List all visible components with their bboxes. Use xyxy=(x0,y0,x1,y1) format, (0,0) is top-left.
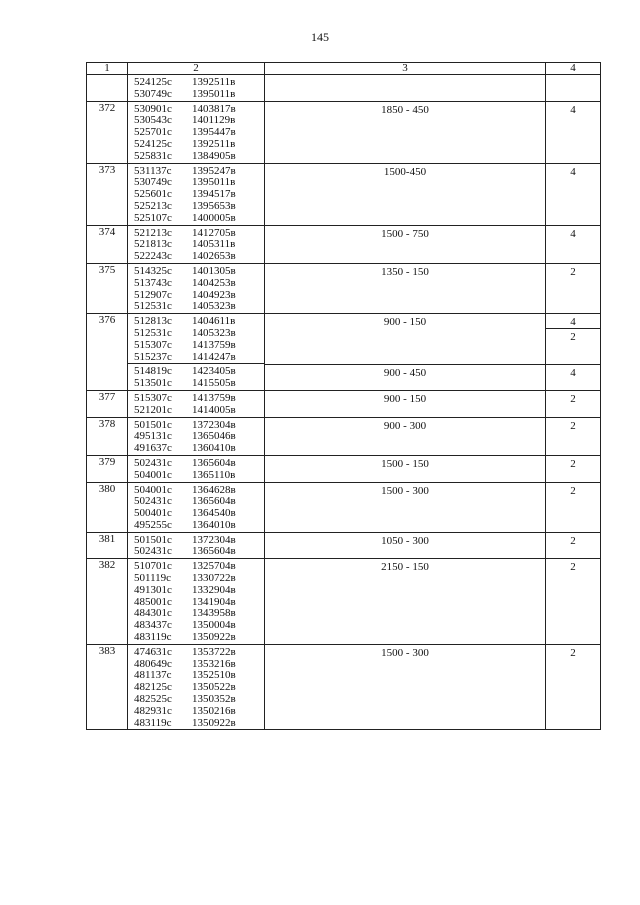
depth-range-text: 1350 - 150 xyxy=(381,265,429,278)
latitude-value: 512531с xyxy=(134,300,172,313)
longitude-value: 1343958в xyxy=(192,607,236,620)
coordinate-pair xyxy=(128,151,264,163)
coordinate-pair xyxy=(128,213,264,225)
coordinate-pair xyxy=(128,201,264,213)
table-row xyxy=(87,455,601,482)
longitude-value: 1395447в xyxy=(192,126,236,139)
depth-range xyxy=(265,75,546,102)
latitude-value: 504001с xyxy=(134,483,172,496)
section-number xyxy=(87,390,128,417)
coordinates-cell xyxy=(128,101,265,163)
longitude-value: 1365604в xyxy=(192,545,236,558)
longitude-value: 1332904в xyxy=(192,583,236,596)
longitude-value: 1392511в xyxy=(192,137,236,150)
latitude-value: 512907с xyxy=(134,288,172,301)
latitude-value: 530749с xyxy=(134,176,172,189)
section-number xyxy=(87,559,128,645)
longitude-value: 1400005в xyxy=(192,211,236,224)
table-row xyxy=(87,644,601,730)
depth-range xyxy=(265,644,546,730)
longitude-value: 1365046в xyxy=(192,430,236,443)
depth-range-text: 1500 - 300 xyxy=(381,646,429,659)
count-cell xyxy=(546,75,601,102)
depth-range-text: 1500-450 xyxy=(383,165,427,178)
latitude-value: 525601с xyxy=(134,188,172,201)
coordinate-list xyxy=(128,533,264,559)
coordinate-pair xyxy=(128,352,264,364)
latitude-value: 515307с xyxy=(134,391,172,404)
coordinate-pair xyxy=(128,632,264,644)
latitude-value: 501119с xyxy=(134,572,172,585)
latitude-value: 525701с xyxy=(134,126,172,139)
count-cell xyxy=(546,644,601,730)
latitude-value: 484301с xyxy=(134,607,172,620)
coordinate-list xyxy=(128,391,264,417)
longitude-value: 1402653в xyxy=(192,250,236,263)
latitude-value: 525107с xyxy=(134,211,172,224)
latitude-value: 482931с xyxy=(134,704,172,717)
depth-range xyxy=(265,225,546,263)
coordinate-pair xyxy=(128,393,264,405)
table-row xyxy=(87,75,601,102)
count-cell-text: 4 xyxy=(570,165,576,178)
depth-range-text: 1500 - 750 xyxy=(381,227,429,240)
coordinate-list xyxy=(128,363,264,390)
coordinate-list xyxy=(128,645,264,730)
count-cell xyxy=(546,314,601,365)
count-cell-text: 4 xyxy=(570,103,576,116)
longitude-value: 1392511в xyxy=(192,76,236,88)
latitude-value: 491301с xyxy=(134,583,172,596)
longitude-value: 1395653в xyxy=(192,199,236,212)
latitude-value: 530901с xyxy=(134,102,172,115)
longitude-value: 1360410в xyxy=(192,442,236,455)
latitude-value: 522243с xyxy=(134,250,172,263)
longitude-value: 1395247в xyxy=(192,164,236,177)
depth-range xyxy=(265,101,546,163)
table-row xyxy=(87,482,601,532)
latitude-value: 474631с xyxy=(134,645,172,658)
count-cell-text: 2 xyxy=(570,419,576,432)
latitude-value: 480649с xyxy=(134,657,172,670)
count-cell xyxy=(546,263,601,313)
coordinates-table xyxy=(86,62,601,730)
depth-range xyxy=(265,163,546,225)
depth-range-text: 900 - 150 xyxy=(383,316,427,329)
depth-range xyxy=(265,417,546,455)
longitude-value: 1330722в xyxy=(192,572,236,585)
longitude-value: 1414247в xyxy=(192,350,236,363)
section-number xyxy=(87,455,128,482)
depth-range xyxy=(265,559,546,645)
count-cell xyxy=(546,390,601,417)
latitude-value: 483119с xyxy=(134,716,172,729)
count-cell xyxy=(546,163,601,225)
longitude-value: 1423405в xyxy=(192,365,236,378)
table-row xyxy=(87,532,601,559)
count-cell xyxy=(546,559,601,645)
latitude-value: 531137с xyxy=(134,164,172,177)
coordinate-pair xyxy=(128,340,264,352)
coordinate-list xyxy=(128,483,264,532)
latitude-value: 530749с xyxy=(134,87,172,100)
latitude-value: 495255с xyxy=(134,518,172,531)
longitude-value: 1404253в xyxy=(192,276,236,289)
longitude-value: 1325704в xyxy=(192,560,236,573)
count-cell xyxy=(546,225,601,263)
longitude-value: 1401129в xyxy=(192,114,236,127)
section-number xyxy=(87,314,128,391)
longitude-value: 1403817в xyxy=(192,102,236,115)
coordinate-pair xyxy=(128,89,264,101)
longitude-value: 1364540в xyxy=(192,507,236,520)
section-number xyxy=(87,163,128,225)
coordinates-cell xyxy=(128,559,265,645)
latitude-value: 502431с xyxy=(134,495,172,508)
latitude-value: 514325с xyxy=(134,264,172,277)
longitude-value: 1405323в xyxy=(192,300,236,313)
coordinate-pair xyxy=(128,718,264,730)
latitude-value: 500401с xyxy=(134,507,172,520)
longitude-value: 1350922в xyxy=(192,631,236,644)
count-cell-text: 2 xyxy=(570,646,576,659)
depth-range-text xyxy=(265,75,545,77)
section-number-text: 380 xyxy=(98,482,116,495)
longitude-value: 1405323в xyxy=(192,326,236,339)
table-row xyxy=(87,101,601,163)
latitude-value: 513501с xyxy=(134,377,172,390)
longitude-value: 1350522в xyxy=(192,681,236,694)
depth-range xyxy=(265,482,546,532)
coordinates-cell xyxy=(128,163,265,225)
section-number xyxy=(87,263,128,313)
latitude-value: 514819с xyxy=(134,365,172,378)
count-cell xyxy=(546,532,601,559)
latitude-value: 525213с xyxy=(134,199,172,212)
longitude-value: 1350922в xyxy=(192,716,236,729)
section-number-text: 375 xyxy=(98,263,116,276)
coordinate-list xyxy=(128,75,264,101)
coordinates-cell xyxy=(128,390,265,417)
latitude-value: 515307с xyxy=(134,338,172,351)
section-number xyxy=(87,417,128,455)
section-number-text: 378 xyxy=(98,417,116,430)
latitude-value: 521201с xyxy=(134,403,172,416)
latitude-value: 482125с xyxy=(134,681,172,694)
coordinate-pair xyxy=(128,139,264,151)
table-row xyxy=(87,559,601,645)
longitude-value: 1404923в xyxy=(192,288,236,301)
coordinate-list xyxy=(128,559,264,644)
table-row xyxy=(87,314,601,365)
depth-range-text: 2150 - 150 xyxy=(381,561,429,574)
count-cell-text xyxy=(546,75,600,77)
count-cell xyxy=(546,101,601,163)
section-number xyxy=(87,101,128,163)
coordinate-pair xyxy=(128,546,264,558)
count-text: 2 xyxy=(546,328,600,343)
coordinate-pair xyxy=(128,470,264,482)
coordinates-cell xyxy=(128,417,265,455)
coordinate-pair xyxy=(128,251,264,263)
table-row xyxy=(87,390,601,417)
page-number: 145 xyxy=(311,30,329,44)
coordinates-cell xyxy=(128,482,265,532)
depth-range xyxy=(265,263,546,313)
longitude-value: 1414005в xyxy=(192,403,236,416)
latitude-value: 481137с xyxy=(134,669,172,682)
latitude-value: 501501с xyxy=(134,533,172,546)
table-row xyxy=(87,225,601,263)
latitude-value: 515237с xyxy=(134,350,172,363)
header-col-2: 2 xyxy=(128,63,265,75)
coordinate-pair xyxy=(128,706,264,718)
latitude-value: 483437с xyxy=(134,619,172,632)
latitude-value: 485001с xyxy=(134,595,172,608)
longitude-value: 1352510в xyxy=(192,669,236,682)
coordinate-pair xyxy=(128,443,264,455)
count-cell-text: 2 xyxy=(570,392,576,405)
section-number-text: 383 xyxy=(98,644,116,657)
table-header-row xyxy=(87,63,601,75)
section-number-text: 379 xyxy=(98,455,116,468)
section-number-text: 373 xyxy=(98,163,116,176)
coordinate-pair xyxy=(128,378,264,390)
latitude-value: 491637с xyxy=(134,442,172,455)
count-cell-text: 2 xyxy=(570,561,576,574)
coordinates-cell xyxy=(128,644,265,730)
latitude-value: 504001с xyxy=(134,468,172,481)
latitude-value: 513743с xyxy=(134,276,172,289)
latitude-value: 512813с xyxy=(134,315,172,328)
longitude-value: 1350004в xyxy=(192,619,236,632)
table-row xyxy=(87,163,601,225)
depth-range xyxy=(265,365,546,391)
coordinate-pair xyxy=(128,328,264,340)
latitude-value: 525831с xyxy=(134,149,172,162)
coordinate-list xyxy=(128,226,264,263)
count-cell-text: 4 xyxy=(570,367,576,380)
depth-range-text: 1500 - 300 xyxy=(381,484,429,497)
coordinates-cell xyxy=(128,314,265,391)
coordinate-list xyxy=(128,264,264,313)
depth-range-text: 900 - 150 xyxy=(383,392,427,405)
coordinates-cell xyxy=(128,225,265,263)
longitude-value: 1413759в xyxy=(192,338,236,351)
longitude-value: 1364010в xyxy=(192,518,236,531)
longitude-value: 1395011в xyxy=(192,176,236,189)
depth-range-text: 900 - 300 xyxy=(383,419,427,432)
count-cell xyxy=(546,455,601,482)
count-cell-text: 2 xyxy=(570,265,576,278)
longitude-value: 1341904в xyxy=(192,595,236,608)
latitude-value: 524125с xyxy=(134,76,172,88)
count-text: 4 xyxy=(570,316,576,329)
coordinate-pair xyxy=(128,301,264,313)
section-number-text: 372 xyxy=(98,101,116,114)
count-cell-text: 2 xyxy=(570,534,576,547)
depth-range-text: 900 - 450 xyxy=(383,367,427,380)
coordinate-pair xyxy=(128,458,264,470)
coordinates-cell xyxy=(128,532,265,559)
coordinate-pair xyxy=(128,266,264,278)
longitude-value: 1353722в xyxy=(192,645,236,658)
longitude-value: 1394517в xyxy=(192,188,236,201)
table-row xyxy=(87,263,601,313)
coordinate-list xyxy=(128,456,264,482)
longitude-value: 1365604в xyxy=(192,495,236,508)
latitude-value: 501501с xyxy=(134,418,172,431)
header-col-3: 3 xyxy=(265,63,546,75)
longitude-value: 1350216в xyxy=(192,704,236,717)
longitude-value: 1384905в xyxy=(192,149,236,162)
header-col-1: 1 xyxy=(87,63,128,75)
longitude-value: 1395011в xyxy=(192,87,236,100)
table-row xyxy=(87,417,601,455)
longitude-value: 1404611в xyxy=(192,315,236,328)
depth-range-text: 1850 - 450 xyxy=(381,103,429,116)
longitude-value: 1415505в xyxy=(192,377,236,390)
coordinates-cell xyxy=(128,455,265,482)
longitude-value: 1405311в xyxy=(192,238,236,251)
coordinate-pair xyxy=(128,278,264,290)
section-number-text: 376 xyxy=(98,314,116,327)
coordinate-list xyxy=(128,314,264,363)
depth-range xyxy=(265,390,546,417)
section-number xyxy=(87,225,128,263)
section-number xyxy=(87,532,128,559)
count-cell xyxy=(546,365,601,391)
count-cell-text: 2 xyxy=(570,484,576,497)
count-cell xyxy=(546,417,601,455)
coordinate-pair xyxy=(128,520,264,532)
coordinate-pair xyxy=(128,585,264,597)
section-number-text: 382 xyxy=(98,559,116,572)
longitude-value: 1365604в xyxy=(192,456,236,469)
longitude-value: 1372304в xyxy=(192,418,236,431)
longitude-value: 1353216в xyxy=(192,657,236,670)
section-number xyxy=(87,482,128,532)
longitude-value: 1364628в xyxy=(192,483,236,496)
latitude-value: 482525с xyxy=(134,693,172,706)
section-number-text: 377 xyxy=(98,390,116,403)
latitude-value: 495131с xyxy=(134,430,172,443)
header-col-4: 4 xyxy=(546,63,601,75)
coordinate-pair xyxy=(128,647,264,659)
longitude-value: 1350352в xyxy=(192,693,236,706)
section-number xyxy=(87,75,128,102)
latitude-value: 530543с xyxy=(134,114,172,127)
latitude-value: 512531с xyxy=(134,326,172,339)
section-number-text: 374 xyxy=(98,225,116,238)
count-cell-text: 2 xyxy=(570,457,576,470)
latitude-value: 502431с xyxy=(134,545,172,558)
latitude-value: 502431с xyxy=(134,456,172,469)
latitude-value: 521813с xyxy=(134,238,172,251)
longitude-value: 1372304в xyxy=(192,533,236,546)
coordinates-cell xyxy=(128,75,265,102)
latitude-value: 483119с xyxy=(134,631,172,644)
latitude-value: 510701с xyxy=(134,560,172,573)
coordinate-pair xyxy=(128,405,264,417)
longitude-value: 1401305в xyxy=(192,264,236,277)
depth-range xyxy=(265,455,546,482)
depth-range-text: 1500 - 150 xyxy=(381,457,429,470)
longitude-value: 1365110в xyxy=(192,468,236,481)
depth-range-text: 1050 - 300 xyxy=(381,534,429,547)
longitude-value: 1412705в xyxy=(192,226,236,239)
latitude-value: 521213с xyxy=(134,226,172,239)
longitude-value: 1413759в xyxy=(192,391,236,404)
coordinate-list xyxy=(128,102,264,163)
coordinates-cell xyxy=(128,263,265,313)
count-cell-text: 4 xyxy=(570,227,576,240)
section-number-text: 381 xyxy=(98,532,116,545)
coordinate-list xyxy=(128,164,264,225)
depth-range xyxy=(265,532,546,559)
coordinate-list xyxy=(128,418,264,455)
count-cell xyxy=(546,482,601,532)
section-number xyxy=(87,644,128,730)
latitude-value: 524125с xyxy=(134,137,172,150)
depth-range xyxy=(265,314,546,365)
